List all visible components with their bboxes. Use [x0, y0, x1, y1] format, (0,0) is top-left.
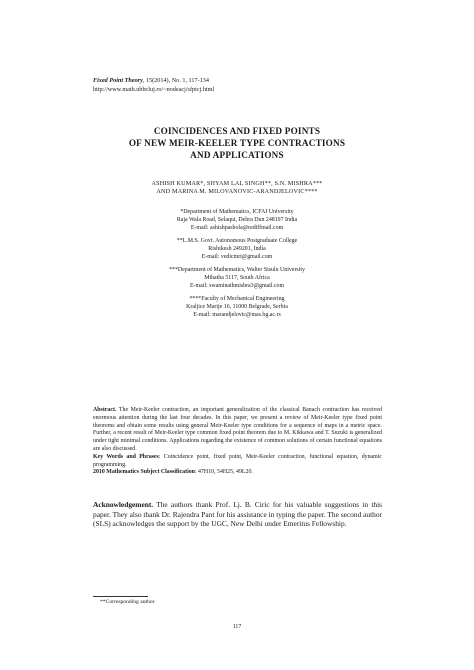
page-number: 117: [232, 624, 242, 630]
journal-name: Fixed Point Theory: [93, 77, 143, 84]
keywords-label: Key Words and Phrases: [93, 453, 159, 460]
journal-header: [93, 76, 214, 94]
msc-classification: [93, 469, 382, 477]
affiliation-1-email: E-mail: ashishpasbola@rediffmail.com: [190, 224, 284, 231]
abstract-label: Abstract.: [93, 407, 117, 413]
affiliation-2: [100, 238, 374, 262]
abstract-block: [93, 407, 382, 477]
authors-line-2: AND MARINA M. MILOVANOVIC-ARANDJELOVIC****: [156, 188, 318, 196]
msc-label: 2010 Mathematics Subject Classification: [93, 469, 195, 476]
acknowledgement-text: The authors thank Prof. Lj. B. Ciric for his valuable suggestions in this paper. They also thank Dr. Rajendra Pant for his assistance in typing the paper. The second author (SLS) acknowledges the support by the UGC, New Delhi under Emeritus Fellowship.: [93, 500, 382, 529]
acknowledgement: [93, 500, 382, 529]
journal-url[interactable]: http://www.math.ubbcluj.ro/~nodeacj/sfptcj.html: [93, 86, 215, 93]
footnote: **Corresponding author.: [100, 599, 156, 605]
affiliation-3: [100, 267, 374, 291]
affiliation-2-email: E-mail: vedicmri@gmail.com: [201, 253, 273, 260]
affiliation-1-dept: *Department of Mathematics, ICFAI University: [180, 209, 294, 215]
affiliation-4-address: Kraljice Marije 16, 11000 Belgrade, Serbia: [186, 303, 288, 310]
title-line-3: AND APPLICATIONS: [190, 150, 284, 160]
affiliation-3-address: Mthatha 5117, South Africa: [204, 274, 270, 281]
affiliation-4-email: E-mail: marandjelovic@mas.bg.ac.rs: [193, 311, 281, 318]
keywords-text: : Coincidence point, fixed point, Meir-Keeler contraction, functional equation, dynamic programming.: [93, 453, 382, 468]
acknowledgement-label: Acknowledgement.: [93, 500, 154, 509]
title-line-2: OF NEW MEIR-KEELER TYPE CONTRACTIONS: [128, 138, 346, 148]
author-list: [100, 180, 374, 197]
affiliation-1: [100, 209, 374, 233]
paper-title: [90, 125, 384, 161]
keywords: [93, 454, 382, 470]
affiliation-1-address: Raja Wala Road, Selaqui, Dehra Dun 248197 India: [176, 216, 298, 223]
journal-citation: [93, 76, 214, 85]
affiliation-4: [100, 296, 374, 320]
affiliation-2-address: Rishikesh 249201, India: [208, 245, 266, 252]
footnote-divider: [93, 596, 148, 597]
authors-line-1: ASHISH KUMAR*, SHYAM LAL SINGH**, S.N. MISHRA***: [151, 180, 323, 187]
msc-text: : 47H10, 54H25, 49L20.: [194, 469, 253, 476]
abstract-paragraph: [93, 407, 382, 454]
affiliation-2-dept: **L.M.S. Govt. Autonomous Postgraduate College: [176, 238, 298, 244]
journal-volume: , 15(2014), No. 1, 117-134: [142, 77, 209, 84]
affiliation-3-dept: ***Department of Mathematics, Walter Sisulu University: [169, 267, 305, 273]
title-line-1: COINCIDENCES AND FIXED POINTS: [153, 126, 321, 136]
affiliation-3-email: E-mail: swaminathmishra3@gmail.com: [189, 282, 285, 289]
affiliation-4-dept: ****Faculty of Mechanical Engineering: [189, 296, 285, 302]
abstract-text: The Meir-Keeler contraction, an important generalization of the classical Banach contraction has received enormous attention during the last four decades. In this paper, we present a review of Meir-Keeler type fixed point theorems and obtain some results using general Meir-Keeler type conditions for a sequence of maps in a metric space. Further, a recent result of Meir-Keeler type common fixed point theorem due to M. Kikkawa and T. Suzuki is generalized under tight minimal conditions. Applications regarding the existence of common solutions of certain functional equations are also discussed.: [93, 407, 382, 452]
